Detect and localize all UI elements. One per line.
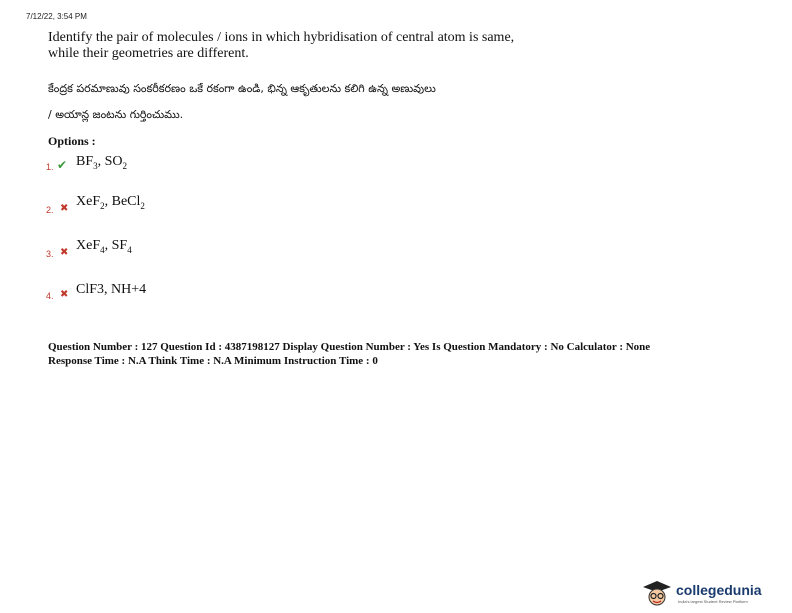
option-text: $BF_3$, $SO_2$ [76, 154, 128, 171]
check-icon: ✔ [57, 158, 68, 172]
option-number: 4. [46, 291, 54, 301]
question-line-1: Identify the pair of molecules / ions in which hybridisation of central atom is same, [48, 30, 515, 45]
question-line-2: while their geometries are different. [48, 46, 249, 61]
brand-name: collegedunia [676, 582, 762, 598]
cross-icon: ✖ [60, 247, 69, 258]
print-timestamp: 7/12/22, 3:54 PM [26, 12, 87, 21]
brand-tagline: India's largest Student Review Platform [678, 599, 748, 604]
option-text: XeF$_2$, BeCl$_2$ [76, 194, 145, 211]
options-label: Options : [48, 134, 96, 148]
question-metadata [48, 340, 650, 368]
option-number: 3. [46, 249, 54, 259]
telugu-line-1: కేంద్రక పరమాణువు సంకరీకరణం ఒకే రకంగా ఉండి, భిన్న ఆకృతులను కలిగి ఉన్న అణువులు [48, 82, 436, 95]
option-text: XeF$_4$, $SF_4$ [76, 238, 132, 255]
collegedunia-logo [640, 580, 790, 608]
option-text: ClF3, NH+4 [76, 282, 147, 297]
mascot-icon [640, 580, 674, 608]
metadata-line-2: Response Time : N.A Think Time : N.A Minimum Instruction Time : 0 [48, 355, 378, 367]
option-number: 1. [46, 162, 54, 172]
question-text-telugu [48, 76, 608, 128]
cross-icon: ✖ [60, 289, 69, 300]
cross-icon: ✖ [60, 203, 69, 214]
telugu-line-2: / అయాన్ల జంటను గుర్తించుము. [48, 108, 184, 121]
metadata-line-1: Question Number : 127 Question Id : 4387198127 Display Question Number : Yes Is Question Mandatory : No Calculator : None [48, 341, 651, 353]
option-number: 2. [46, 205, 54, 215]
question-text [48, 30, 608, 62]
